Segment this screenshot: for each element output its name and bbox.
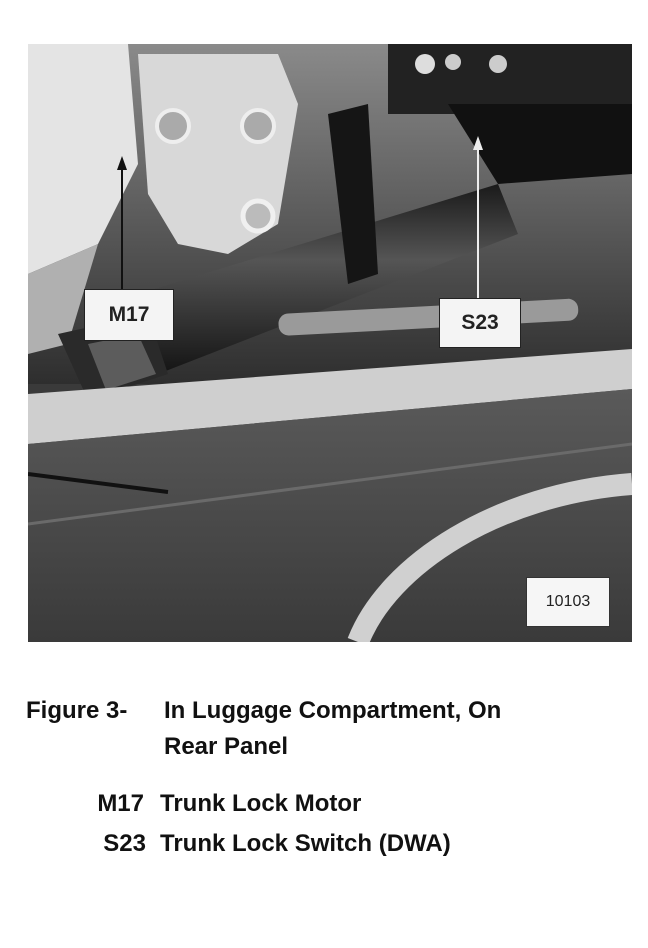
callout-m17: M17 [84, 289, 174, 341]
photo-illustration [28, 44, 632, 642]
legend-code: S23 [103, 830, 146, 857]
legend-description: Trunk Lock Switch (DWA) [160, 830, 451, 857]
figure-label: Figure 3- [26, 697, 128, 724]
figure-title-line1: In Luggage Compartment, On [164, 697, 502, 724]
figure-title-line2: Rear Panel [164, 733, 289, 760]
legend-code: M17 [97, 790, 144, 817]
component-photo [28, 44, 632, 642]
legend-description: Trunk Lock Motor [160, 790, 362, 817]
photo-id-label: 10103 [526, 577, 610, 627]
callout-s23: S23 [439, 298, 521, 348]
